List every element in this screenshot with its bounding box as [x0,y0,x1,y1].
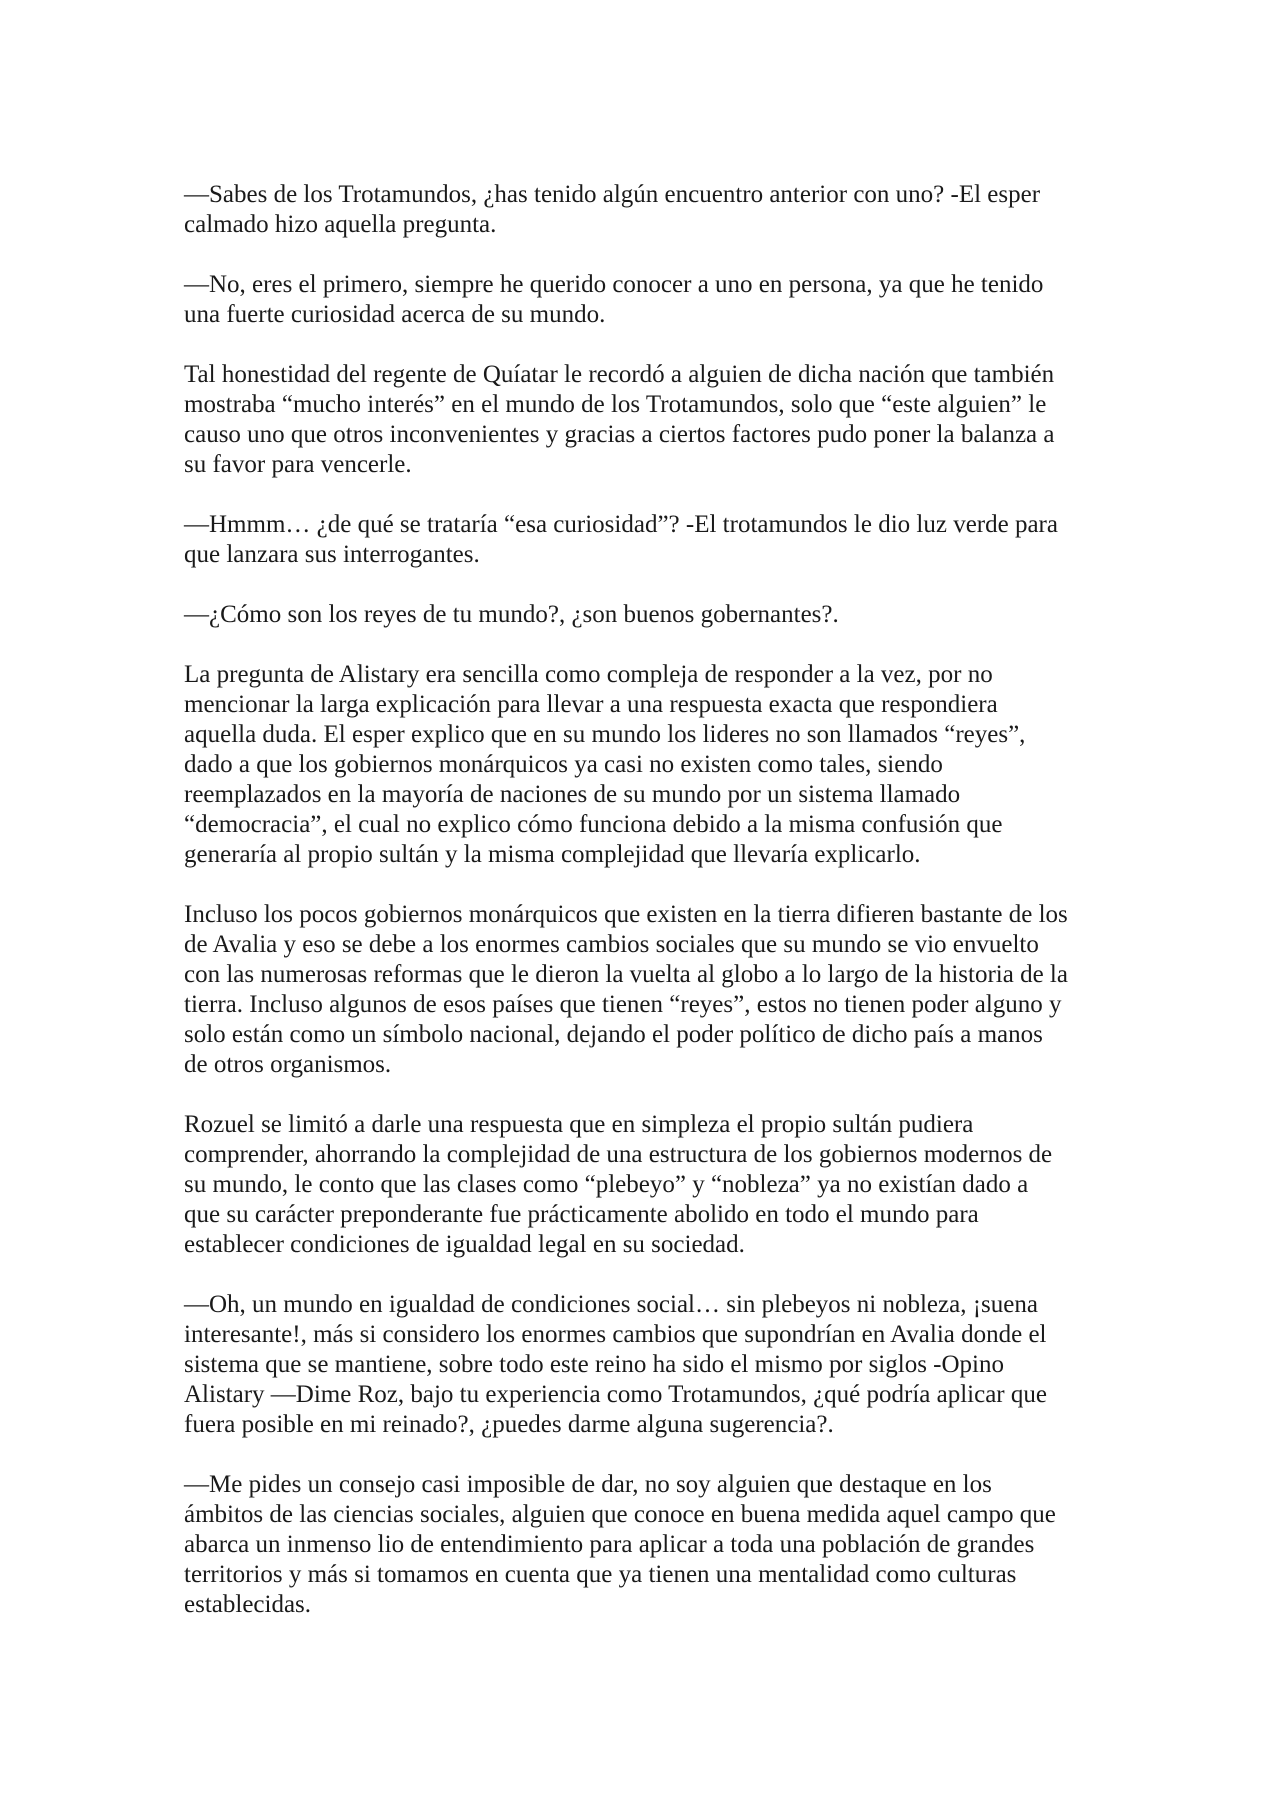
paragraph-1: —Sabes de los Trotamundos, ¿has tenido algún encuentro anterior con uno? -El esper calmado hizo aquella pregunta. [184,181,1041,238]
paragraph-2: —No, eres el primero, siempre he querido conocer a uno en persona, ya que he tenido una fuerte curiosidad acerca de su mundo. [184,271,1044,328]
paragraph-4: —Hmmm… ¿de qué se trataría “esa curiosidad”? -El trotamundos le dio luz verde para que lanzara sus interrogantes. [184,511,1058,568]
paragraph-7: Incluso los pocos gobiernos monárquicos que existen en la tierra difieren bastante de los de Avalia y eso se debe a los enormes cambios sociales que su mundo se vio envuelto con las numerosas reformas que le dieron la vuelta al globo a lo largo de la historia de la tierra. Incluso algunos de esos países que tienen “reyes”, estos no tienen poder alguno y solo están como un símbolo nacional, dejando el poder político de dicho país a manos de otros organismos. [184,901,1068,1078]
paragraph-10: —Me pides un consejo casi imposible de dar, no soy alguien que destaque en los ámbitos de las ciencias sociales, alguien que conoce en buena medida aquel campo que abarca un inmenso lio de entendimiento para aplicar a toda una población de grandes territorios y más si tomamos en cuenta que ya tienen una mentalidad como culturas establecidas. [184,1471,1056,1618]
paragraph-6: La pregunta de Alistary era sencilla como compleja de responder a la vez, por no mencionar la larga explicación para llevar a una respuesta exacta que respondiera aquella duda. El esper explico que en su mundo los lideres no son llamados “reyes”, dado a que los gobiernos monárquicos ya casi no existen como tales, siendo reemplazados en la mayoría de naciones de su mundo por un sistema llamado “democracia”, el cual no explico cómo funciona debido a la misma confusión que generaría al propio sultán y la misma complejidad que llevaría explicarlo. [184,661,1026,868]
document-body [184,180,1114,1650]
paragraph-5: —¿Cómo son los reyes de tu mundo?, ¿son buenos gobernantes?. [184,601,839,628]
paragraph-3: Tal honestidad del regente de Quíatar le recordó a alguien de dicha nación que también mostraba “mucho interés” en el mundo de los Trotamundos, solo que “este alguien” le causo uno que otros inconvenientes y gracias a ciertos factores pudo poner la balanza a su favor para vencerle. [184,361,1055,478]
paragraph-8: Rozuel se limitó a darle una respuesta que en simpleza el propio sultán pudiera comprender, ahorrando la complejidad de una estructura de los gobiernos modernos de su mundo, le conto que las clases como “plebeyo” y “nobleza” ya no existían dado a que su carácter preponderante fue prácticamente abolido en todo el mundo para establecer condiciones de igualdad legal en su sociedad. [184,1111,1053,1258]
paragraph-9: —Oh, un mundo en igualdad de condiciones social… sin plebeyos ni nobleza, ¡suena interesante!, más si considero los enormes cambios que supondrían en Avalia donde el sistema que se mantiene, sobre todo este reino ha sido el mismo por siglos -Opino Alistary —Dime Roz, bajo tu experiencia como Trotamundos, ¿qué podría aplicar que fuera posible en mi reinado?, ¿puedes darme alguna sugerencia?. [184,1291,1047,1438]
